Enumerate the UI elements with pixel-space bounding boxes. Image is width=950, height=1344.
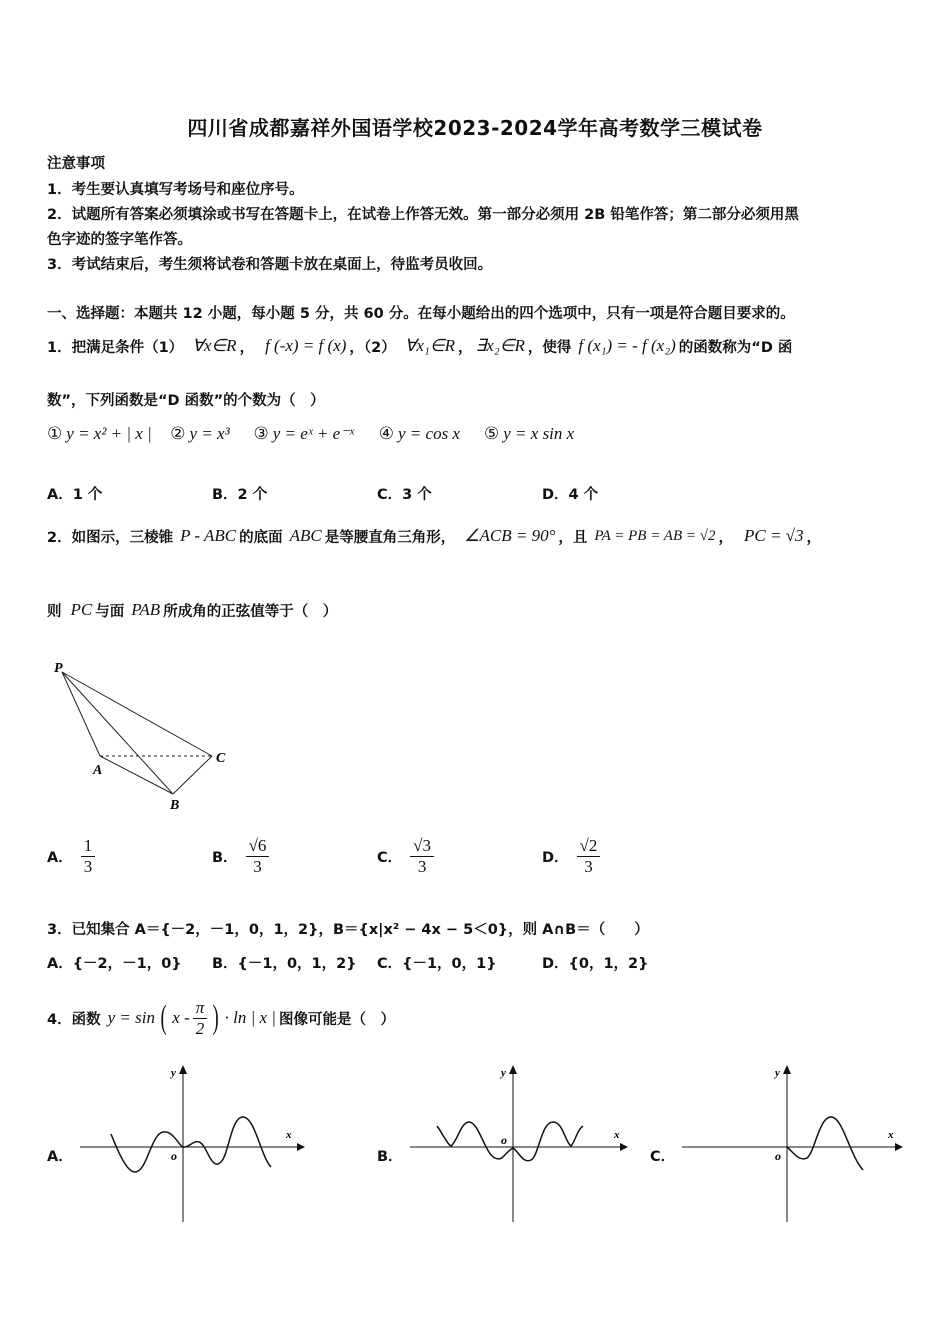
q1-text-3: ，使得 bbox=[527, 339, 572, 356]
x-axis-label: x bbox=[614, 1129, 620, 1141]
q2-text-3: 是等腰直角三角形， bbox=[324, 529, 456, 546]
q2-comma-1: ， bbox=[718, 529, 733, 546]
q2-math-pc: PC = √3 bbox=[743, 526, 804, 545]
section-heading: 一、选择题：本题共 12 小题，每小题 5 分，共 60 分。在每小题给出的四个选项中，只有一项是符合题目要求的。 bbox=[47, 306, 795, 322]
q1-mark-1: ① bbox=[47, 424, 63, 443]
q1-option-c[interactable]: C．3 个 bbox=[377, 487, 432, 503]
q4-math-fraction bbox=[193, 998, 208, 1039]
x-axis-label: x bbox=[286, 1129, 292, 1141]
q1-mark-2: ② bbox=[170, 424, 186, 443]
y-axis-arrow bbox=[509, 1065, 517, 1074]
q4-option-c-label[interactable]: C． bbox=[650, 1149, 676, 1165]
q4-math-den: 2 bbox=[195, 1018, 205, 1038]
q1-function-3: y = eˣ + e⁻ˣ bbox=[272, 424, 354, 443]
q2-option-a[interactable] bbox=[47, 836, 95, 877]
q4-text-2: 图像可能是（ ） bbox=[278, 1011, 395, 1028]
q2-option-c-den: 3 bbox=[417, 857, 427, 876]
q2-text-1: 2．如图示，三棱锥 bbox=[47, 529, 174, 546]
question-1-stem bbox=[47, 328, 792, 364]
q2-line2-text-2: 与面 bbox=[95, 603, 125, 620]
q3-option-b[interactable]: B．{－1，0，1，2} bbox=[212, 956, 357, 972]
question-2-line-2 bbox=[47, 592, 337, 628]
q2-math-line-pc: PC bbox=[70, 600, 93, 619]
q2-math-angle: ∠ACB = 90° bbox=[464, 526, 556, 545]
x-axis-label: x bbox=[888, 1129, 894, 1141]
q2-line2-text-1: 则 bbox=[47, 603, 62, 620]
q2-math-pyramid: P - ABC bbox=[180, 526, 237, 545]
q1-option-b[interactable]: B．2 个 bbox=[212, 487, 268, 503]
notice-item-2b: 色字迹的签字笔作答。 bbox=[47, 232, 192, 248]
q1-math-forall-x: ∀x∈R bbox=[192, 336, 237, 355]
q4-math-ln: · ln | x | bbox=[224, 1008, 276, 1027]
curve-c bbox=[787, 1117, 863, 1170]
question-3-stem: 3．已知集合 A＝{－2，－1，0，1，2}，B＝{x|x² − 4x − 5＜0}，则 A∩B＝（ ） bbox=[47, 922, 649, 938]
q1-function-4: y = cos x bbox=[398, 424, 460, 443]
edge-bc bbox=[173, 756, 212, 794]
q3-option-c[interactable]: C．{－1，0，1} bbox=[377, 956, 497, 972]
q2-text-4: ，且 bbox=[558, 529, 588, 546]
q1-mark-5: ⑤ bbox=[484, 424, 500, 443]
edge-pa bbox=[62, 672, 100, 756]
y-axis-label: y bbox=[501, 1067, 506, 1079]
q1-option-a[interactable]: A．1 个 bbox=[47, 487, 103, 503]
q2-option-d-num: √2 bbox=[577, 836, 601, 857]
q2-math-abc: ABC bbox=[289, 526, 322, 545]
page-title: 四川省成都嘉祥外国语学校2023-2024学年高考数学三模试卷 bbox=[187, 116, 763, 140]
q2-option-a-label: A． bbox=[47, 850, 73, 866]
q4-math-num: π bbox=[193, 998, 208, 1019]
q2-option-b-den: 3 bbox=[253, 857, 262, 876]
vertex-label-c: C bbox=[216, 751, 226, 766]
q1-math-exists-x2: ∃x₂∈R bbox=[475, 336, 525, 355]
q1-text-1: 1．把满足条件（1） bbox=[47, 339, 184, 356]
q1-function-list bbox=[47, 424, 574, 444]
q3-option-d[interactable]: D．{0，1，2} bbox=[542, 956, 649, 972]
q4-text-1: 4．函数 bbox=[47, 1011, 101, 1028]
x-axis-arrow bbox=[895, 1143, 903, 1151]
q1-function-2: y = x³ bbox=[189, 424, 230, 443]
q4-graph-c[interactable] bbox=[677, 1062, 907, 1227]
q2-math-lengths: PA = PB = AB = √2 bbox=[594, 527, 716, 544]
vertex-label-p: P bbox=[54, 661, 63, 676]
q2-option-c-fraction bbox=[410, 836, 434, 877]
q2-option-a-fraction bbox=[81, 836, 96, 877]
notice-item-1: 1．考生要认真填写考场号和座位序号。 bbox=[47, 182, 304, 198]
q1-text-4: 的函数称为“D 函 bbox=[678, 339, 793, 356]
q1-option-d[interactable]: D．4 个 bbox=[542, 487, 599, 503]
q1-math-even: f (-x) = f (x) bbox=[265, 336, 347, 355]
x-axis-arrow bbox=[297, 1143, 305, 1151]
q1-math-forall-x1: ∀x₁∈R bbox=[404, 336, 456, 355]
q2-option-d-den: 3 bbox=[584, 857, 593, 876]
x-axis-arrow bbox=[620, 1143, 628, 1151]
q2-option-b-num: √6 bbox=[246, 836, 270, 857]
notice-item-3: 3．考试结束后，考生须将试卷和答题卡放在桌面上，待监考员收回。 bbox=[47, 257, 493, 273]
q4-math-x: x - bbox=[172, 1008, 190, 1027]
y-axis-label: y bbox=[775, 1067, 780, 1079]
q1-math-odd: f (x₁) = - f (x₂) bbox=[578, 336, 676, 355]
q2-option-b-fraction bbox=[246, 836, 270, 877]
vertex-label-a: A bbox=[93, 763, 103, 778]
q4-option-a-label[interactable]: A． bbox=[47, 1149, 73, 1165]
edge-pc bbox=[62, 672, 212, 756]
curve-b bbox=[437, 1122, 583, 1161]
q2-option-a-den: 3 bbox=[83, 857, 93, 876]
q4-graph-a[interactable] bbox=[75, 1062, 305, 1227]
q2-option-b[interactable] bbox=[212, 836, 269, 877]
y-axis-arrow bbox=[783, 1065, 791, 1074]
q1-function-1: y = x² + | x | bbox=[66, 424, 152, 443]
q4-option-b-label[interactable]: B． bbox=[377, 1149, 403, 1165]
q1-function-5: y = x sin x bbox=[503, 424, 575, 443]
q2-option-a-num: 1 bbox=[81, 836, 96, 857]
q3-option-a[interactable]: A．{－2，－1，0} bbox=[47, 956, 182, 972]
q2-option-b-label: B． bbox=[212, 850, 238, 866]
edge-pb bbox=[62, 672, 173, 794]
q1-text-2: ，（2） bbox=[349, 339, 396, 356]
q2-comma-2: ， bbox=[806, 529, 822, 546]
y-axis-arrow bbox=[179, 1065, 187, 1074]
y-axis-label: y bbox=[171, 1067, 176, 1079]
curve-a bbox=[111, 1117, 271, 1172]
question-4-stem bbox=[47, 990, 395, 1046]
q1-comma-1: ， bbox=[239, 339, 255, 356]
q2-option-c-label: C． bbox=[377, 850, 403, 866]
edge-ab bbox=[100, 756, 173, 794]
question-1-line-2: 数”，下列函数是“D 函数”的个数为（ ） bbox=[47, 393, 325, 409]
q1-mark-4: ④ bbox=[378, 424, 394, 443]
origin-label: o bbox=[171, 1149, 177, 1163]
q2-option-d-label: D． bbox=[542, 850, 569, 866]
q2-math-plane-pab: PAB bbox=[131, 600, 161, 619]
q1-comma-2: ， bbox=[458, 339, 473, 356]
pyramid-figure bbox=[40, 652, 240, 812]
q2-option-d[interactable] bbox=[542, 836, 600, 877]
q2-line2-text-3: 所成角的正弦值等于（ ） bbox=[163, 603, 338, 620]
origin-label: o bbox=[501, 1133, 507, 1147]
q4-left-paren: ( bbox=[160, 999, 167, 1036]
q2-text-2: 的底面 bbox=[239, 529, 283, 546]
q1-mark-3: ③ bbox=[253, 424, 269, 443]
q4-graph-b[interactable] bbox=[405, 1062, 635, 1227]
q2-option-c-num: √3 bbox=[410, 836, 434, 857]
vertex-label-b: B bbox=[170, 798, 180, 812]
notice-item-2a: 2．试题所有答案必须填涂或书写在答题卡上，在试卷上作答无效。第一部分必须用 2B 铅笔作答；第二部分必须用黑 bbox=[47, 207, 799, 223]
question-2-stem bbox=[47, 518, 821, 554]
q2-option-d-fraction bbox=[577, 836, 601, 877]
notice-heading: 注意事项 bbox=[47, 156, 105, 172]
q4-right-paren: ) bbox=[212, 999, 220, 1036]
q4-math-sin: y = sin bbox=[107, 1008, 155, 1027]
origin-label: o bbox=[775, 1149, 781, 1163]
q2-option-c[interactable] bbox=[377, 836, 434, 877]
